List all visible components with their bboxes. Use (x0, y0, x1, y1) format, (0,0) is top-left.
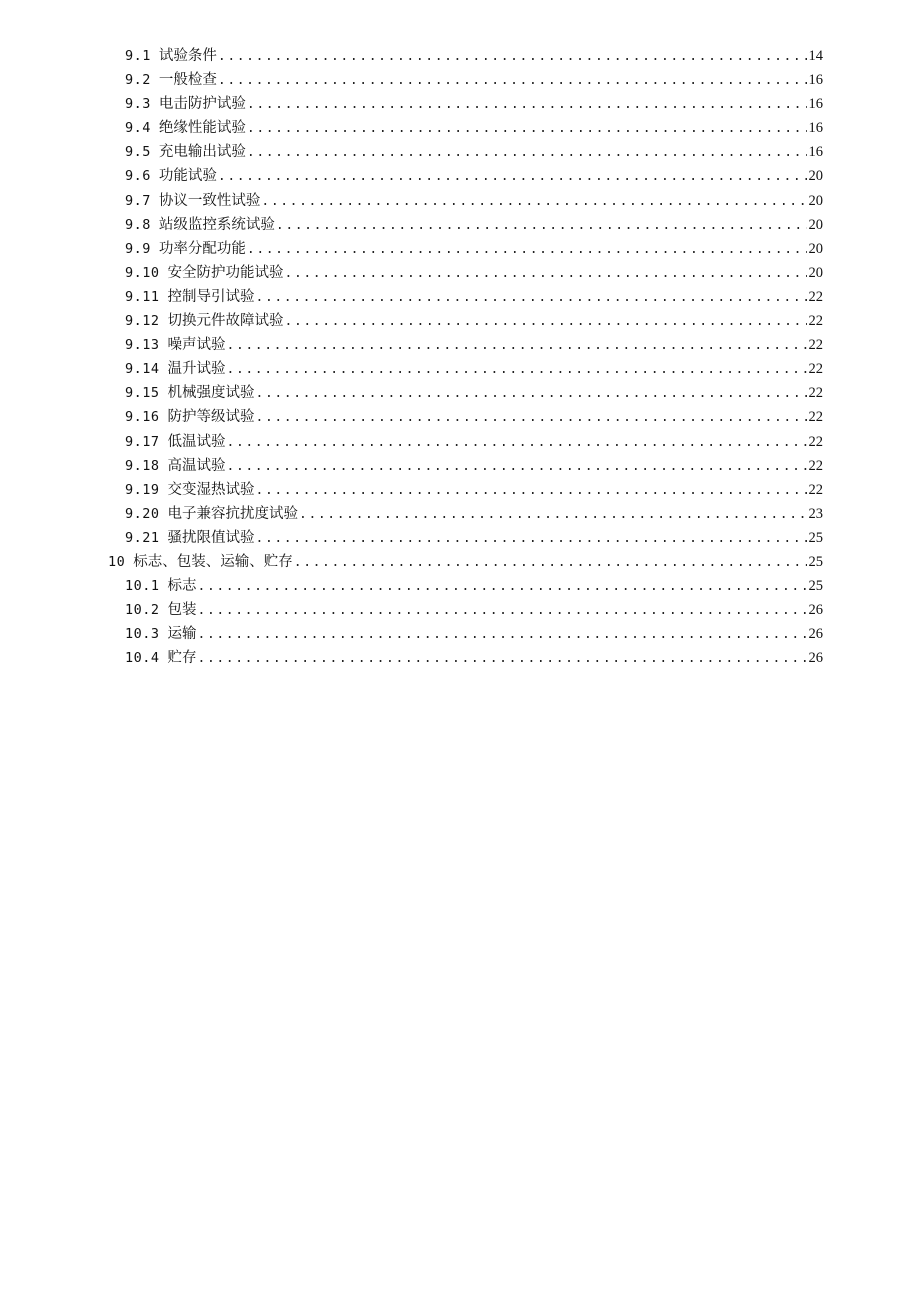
toc-dot-leader (261, 190, 806, 214)
toc-entry-number: 9.2 (125, 72, 151, 89)
toc-dot-leader (256, 382, 807, 406)
toc-entry-title: 协议一致性试验 (158, 192, 261, 209)
table-of-contents (0, 44, 920, 670)
toc-entry-title: 标志、包装、运输、贮存 (133, 553, 293, 570)
toc-dot-leader (218, 69, 807, 93)
toc-entry-9-19[interactable] (0, 478, 920, 502)
toc-page-number: 16 (808, 72, 823, 89)
toc-page-number: 25 (808, 578, 823, 595)
toc-entry-9-16[interactable] (0, 405, 920, 429)
toc-page-number: 22 (808, 385, 823, 402)
toc-entry-number: 10 (108, 553, 126, 570)
toc-page-number: 22 (808, 457, 823, 474)
toc-dot-leader (299, 503, 806, 527)
toc-dot-leader (256, 479, 807, 503)
toc-entry-title: 电击防护试验 (158, 96, 246, 113)
toc-entry-9-3[interactable] (0, 92, 920, 116)
toc-entry-title: 低温试验 (167, 433, 226, 450)
toc-entry-9-13[interactable] (0, 333, 920, 357)
toc-entry-title: 噪声试验 (167, 337, 226, 354)
toc-entry-title: 运输 (167, 626, 197, 643)
toc-entry-number: 9.15 (125, 385, 160, 402)
toc-entry-number: 9.3 (125, 96, 151, 113)
toc-entry-title: 贮存 (167, 650, 197, 667)
toc-entry-9-1[interactable] (0, 44, 920, 68)
toc-entry-10-2[interactable] (0, 598, 920, 622)
toc-page-number: 16 (808, 144, 823, 161)
toc-entry-number: 9.18 (125, 457, 160, 474)
toc-entry-title: 试验条件 (158, 48, 217, 64)
toc-entry-10[interactable] (0, 550, 920, 574)
toc-entry-10-4[interactable] (0, 646, 920, 670)
toc-page-number: 25 (808, 529, 823, 546)
toc-dot-leader (285, 310, 807, 334)
toc-page-number: 16 (808, 96, 823, 113)
toc-entry-9-10[interactable] (0, 261, 920, 285)
toc-page-number: 26 (808, 626, 823, 643)
toc-entry-title: 功率分配功能 (158, 240, 246, 257)
toc-entry-title: 骚扰限值试验 (167, 529, 255, 546)
toc-entry-title: 电子兼容抗扰度试验 (167, 505, 299, 522)
toc-entry-title: 防护等级试验 (167, 409, 255, 426)
toc-entry-title: 一般检查 (158, 72, 217, 89)
toc-entry-number: 10.3 (125, 626, 160, 643)
toc-page-number: 16 (808, 120, 823, 137)
toc-dot-leader (276, 214, 807, 238)
toc-entry-9-7[interactable] (0, 189, 920, 213)
toc-dot-leader (218, 45, 807, 69)
toc-page-number: 22 (808, 361, 823, 378)
toc-entry-number: 9.16 (125, 409, 160, 426)
toc-entry-10-3[interactable] (0, 622, 920, 646)
toc-entry-number: 9.11 (125, 288, 160, 305)
toc-page-number: 26 (808, 602, 823, 619)
toc-dot-leader (198, 575, 807, 599)
toc-page-number: 14 (808, 48, 823, 64)
toc-entry-9-2[interactable] (0, 68, 920, 92)
toc-dot-leader (247, 93, 807, 117)
toc-entry-number: 9.13 (125, 337, 160, 354)
toc-page-number: 20 (808, 192, 823, 209)
toc-entry-title: 安全防护功能试验 (167, 264, 284, 281)
toc-dot-leader (198, 623, 807, 647)
toc-entry-number: 9.10 (125, 264, 160, 281)
toc-dot-leader (247, 141, 807, 165)
toc-entry-9-17[interactable] (0, 430, 920, 454)
toc-entry-title: 包装 (167, 602, 197, 619)
toc-entry-9-9[interactable] (0, 237, 920, 261)
toc-dot-leader (227, 455, 807, 479)
toc-entry-number: 9.17 (125, 433, 160, 450)
toc-entry-9-21[interactable] (0, 526, 920, 550)
toc-entry-9-11[interactable] (0, 285, 920, 309)
toc-entry-number: 9.4 (125, 120, 151, 137)
toc-dot-leader (247, 238, 807, 262)
toc-page-number: 22 (808, 313, 823, 330)
toc-page-number: 22 (808, 337, 823, 354)
toc-dot-leader (227, 334, 807, 358)
toc-entry-title: 充电输出试验 (158, 144, 246, 161)
toc-entry-title: 标志 (167, 578, 197, 595)
toc-entry-number: 10.4 (125, 650, 160, 667)
toc-dot-leader (198, 599, 807, 623)
toc-entry-9-12[interactable] (0, 309, 920, 333)
toc-entry-title: 机械强度试验 (167, 385, 255, 402)
toc-page-number: 22 (808, 288, 823, 305)
toc-entry-number: 9.9 (125, 240, 151, 257)
toc-dot-leader (227, 358, 807, 382)
toc-entry-number: 9.1 (125, 48, 151, 64)
toc-dot-leader (256, 527, 807, 551)
toc-entry-number: 10.2 (125, 602, 160, 619)
toc-entry-title: 绝缘性能试验 (158, 120, 246, 137)
toc-page-number: 20 (808, 216, 823, 233)
toc-entry-number: 9.20 (125, 505, 160, 522)
toc-page-number: 22 (808, 433, 823, 450)
toc-entry-9-15[interactable] (0, 381, 920, 405)
toc-entry-number: 9.21 (125, 529, 160, 546)
toc-entry-title: 站级监控系统试验 (158, 216, 275, 233)
toc-entry-title: 高温试验 (167, 457, 226, 474)
toc-entry-number: 9.12 (125, 313, 160, 330)
toc-dot-leader (285, 262, 807, 286)
toc-entry-number: 9.8 (125, 216, 151, 233)
toc-entry-number: 9.5 (125, 144, 151, 161)
toc-page-number: 22 (808, 409, 823, 426)
toc-entry-9-8[interactable] (0, 213, 920, 237)
toc-entry-title: 切换元件故障试验 (167, 313, 284, 330)
toc-entry-9-18[interactable] (0, 454, 920, 478)
toc-entry-number: 9.19 (125, 481, 160, 498)
toc-page-number: 25 (808, 553, 823, 570)
toc-dot-leader (198, 647, 807, 671)
toc-entry-number: 9.14 (125, 361, 160, 378)
toc-entry-title: 控制导引试验 (167, 288, 255, 305)
toc-dot-leader (218, 165, 807, 189)
toc-entry-title: 功能试验 (158, 168, 217, 185)
toc-entry-number: 10.1 (125, 578, 160, 595)
toc-page-number: 20 (808, 168, 823, 185)
toc-dot-leader (256, 406, 807, 430)
toc-dot-leader (247, 117, 807, 141)
toc-page-number: 22 (808, 481, 823, 498)
toc-dot-leader (256, 286, 807, 310)
toc-entry-9-5[interactable] (0, 140, 920, 164)
toc-page-number: 23 (808, 505, 823, 522)
toc-entry-number: 9.7 (125, 192, 151, 209)
toc-entry-9-4[interactable] (0, 116, 920, 140)
toc-dot-leader (294, 551, 807, 575)
toc-page-number: 20 (808, 264, 823, 281)
toc-entry-9-14[interactable] (0, 357, 920, 381)
toc-entry-9-20[interactable] (0, 502, 920, 526)
toc-page-number: 26 (808, 650, 823, 667)
toc-entry-title: 温升试验 (167, 361, 226, 378)
toc-entry-number: 9.6 (125, 168, 151, 185)
toc-entry-10-1[interactable] (0, 574, 920, 598)
toc-page-number: 20 (808, 240, 823, 257)
toc-dot-leader (227, 431, 807, 455)
toc-entry-9-6[interactable] (0, 164, 920, 188)
toc-entry-title: 交变湿热试验 (167, 481, 255, 498)
